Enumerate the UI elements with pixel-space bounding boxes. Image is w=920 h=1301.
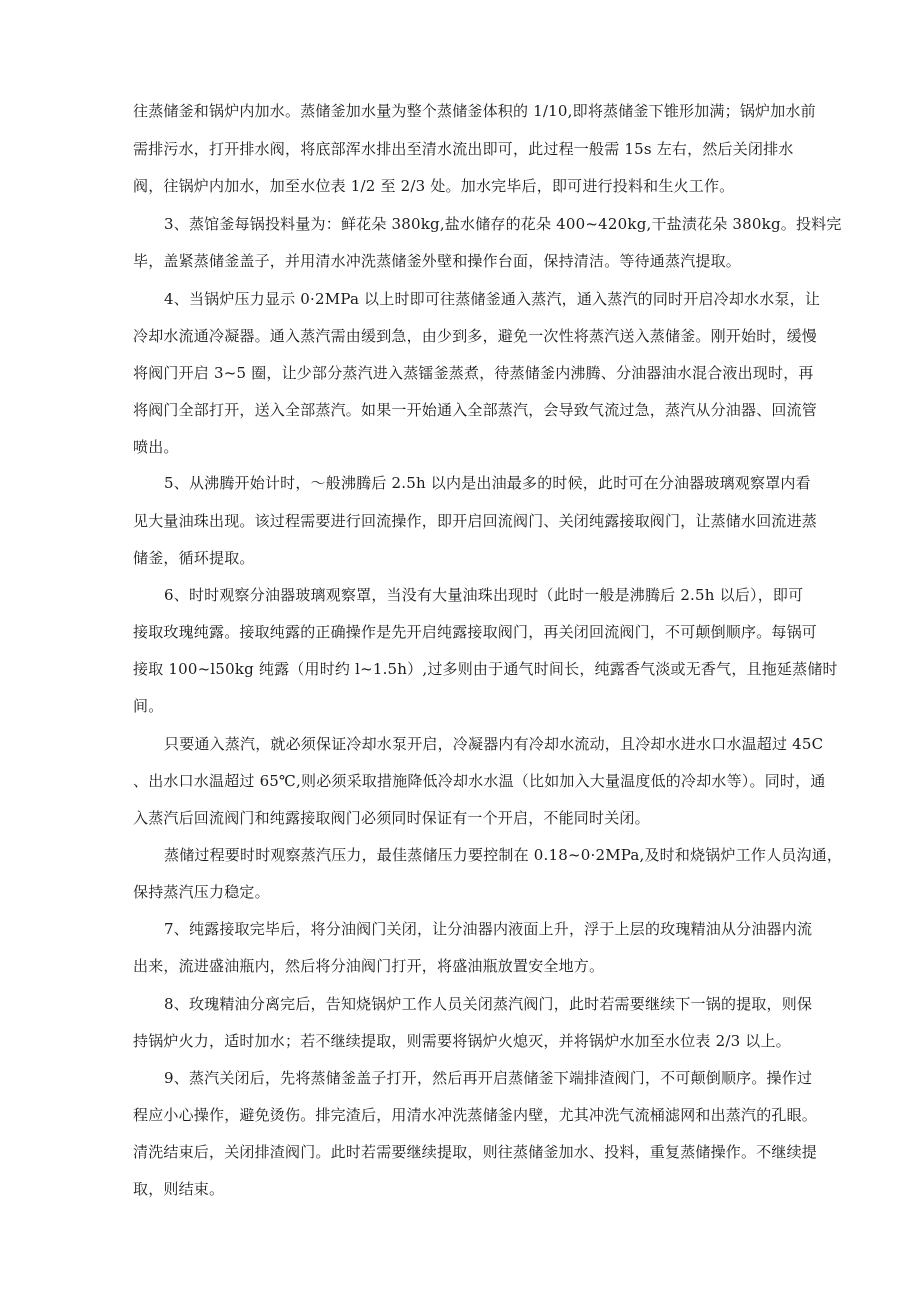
text-line: 3、蒸馆釜每锅投料量为：鲜花朵 380kg,盐水储存的花朵 400~420kg,干盐渍花朵 380kg。投料完 (164, 215, 842, 233)
text-line: 间。 (133, 697, 164, 715)
text-line: 取，则结束。 (133, 1180, 225, 1198)
text-line: 冷却水流通冷凝器。通入蒸汽需由缓到急，由少到多，避免一次性将蒸汽送入蒸储釜。刚开始时，缓慢 (133, 327, 818, 345)
text-line: 喷出。 (133, 438, 179, 456)
text-line: 接取玫瑰纯露。接取纯露的正确操作是先开启纯露接取阀门，再关闭回流阀门，不可颠倒顺序。每锅可 (133, 623, 818, 641)
text-line: 将阀门开启 3~5 圈，让少部分蒸汽进入蒸镭釜蒸煮，待蒸储釜内沸腾、分油器油水混合液出现时，再 (133, 364, 814, 382)
text-line: 将阀门全部打开，送入全部蒸汽。如果一开始通入全部蒸汽，会导致气流过急，蒸汽从分油器、回流管 (133, 401, 818, 419)
text-line: 毕，盖紧蒸储釜盖子，并用清水冲洗蒸储釜外壁和操作台面，保持清洁。等待通蒸汽提取。 (133, 252, 742, 270)
text-line: 往蒸储釜和锅炉内加水。蒸储釜加水量为整个蒸储釜体积的 1/10,即将蒸储釜下锥形加满；锅炉加水前 (133, 102, 816, 120)
text-line: 只要通入蒸汽，就必须保证冷却水泵开启，冷凝器内有冷却水流动，且冷却水进水口水温超过 45C (164, 735, 824, 753)
text-line: 入蒸汽后回流阀门和纯露接取阀门必须同时保证有一个开启，不能同时关闭。 (133, 809, 650, 827)
text-line: 出来，流进盛油瓶内，然后将分油阀门打开，将盛油瓶放置安全地方。 (133, 957, 605, 975)
text-line: 程应小心操作，避免烫伤。排完渣后，用清水冲洗蒸储釜内壁，尤其冲洗气流桶滤网和出蒸汽的孔眼。 (133, 1106, 818, 1124)
text-line: 见大量油珠出现。该过程需要进行回流操作，即开启回流阀门、关闭纯露接取阀门，让蒸储水回流进蒸 (133, 512, 818, 530)
text-line: 阀，往锅炉内加水，加至水位表 1/2 至 2/3 处。加水完毕后，即可进行投料和生火工作。 (133, 177, 735, 195)
text-line: 6、时时观察分油器玻璃观察罩，当没有大量油珠出现时（此时一般是沸腾后 2.5h 以后），即可 (164, 586, 804, 604)
text-line: 4、当锅炉压力显示 0·2MPa 以上时即可往蒸储釜通入蒸汽，通入蒸汽的同时开启冷却水水泵，让 (164, 290, 821, 308)
text-line: 7、纯露接取完毕后，将分油阀门关闭，让分油器内液面上升，浮于上层的玫瑰精油从分油器内流 (164, 920, 813, 938)
text-line: 储釜，循环提取。 (133, 549, 255, 567)
text-line: 、出水口水温超过 65℃,则必须采取措施降低冷却水水温（比如加入大量温度低的冷却水等）。同时，通 (133, 772, 826, 790)
text-line: 5、从沸腾开始计时，～般沸腾后 2.5h 以内是出油最多的时候，此时可在分油器玻璃观察罩内看 (164, 474, 811, 492)
text-line: 需排污水，打开排水阀，将底部浑水排出至清水流出即可，此过程一般需 15s 左右，然后关闭排水 (133, 140, 794, 158)
text-line: 9、蒸汽关闭后，先将蒸储釜盖子打开，然后再开启蒸储釜下端排渣阀门，不可颠倒顺序。操作过 (164, 1069, 813, 1087)
text-line: 蒸储过程要时时观察蒸汽压力，最佳蒸储压力要控制在 0.18~0·2MPa,及时和烧锅炉工作人员沟通， (164, 846, 843, 864)
text-line: 清洗结束后，关闭排渣阀门。此时若需要继续提取，则往蒸储釜加水、投料，重复蒸储操作。不继续提 (133, 1143, 818, 1161)
text-line: 保持蒸汽压力稳定。 (133, 883, 270, 901)
text-line: 8、玫瑰精油分离完后，告知烧锅炉工作人员关闭蒸汽阀门，此时若需要继续下一锅的提取，则保 (164, 995, 813, 1013)
text-line: 持锅炉火力，适时加水；若不继续提取，则需要将锅炉火熄灭，并将锅炉水加至水位表 2/3 以上。 (133, 1032, 791, 1050)
text-line: 接取 100~l50kg 纯露（用时约 l~1.5h）,过多则由于通气时间长，纯露香气淡或无香气，且拖延蒸储时 (133, 660, 838, 678)
